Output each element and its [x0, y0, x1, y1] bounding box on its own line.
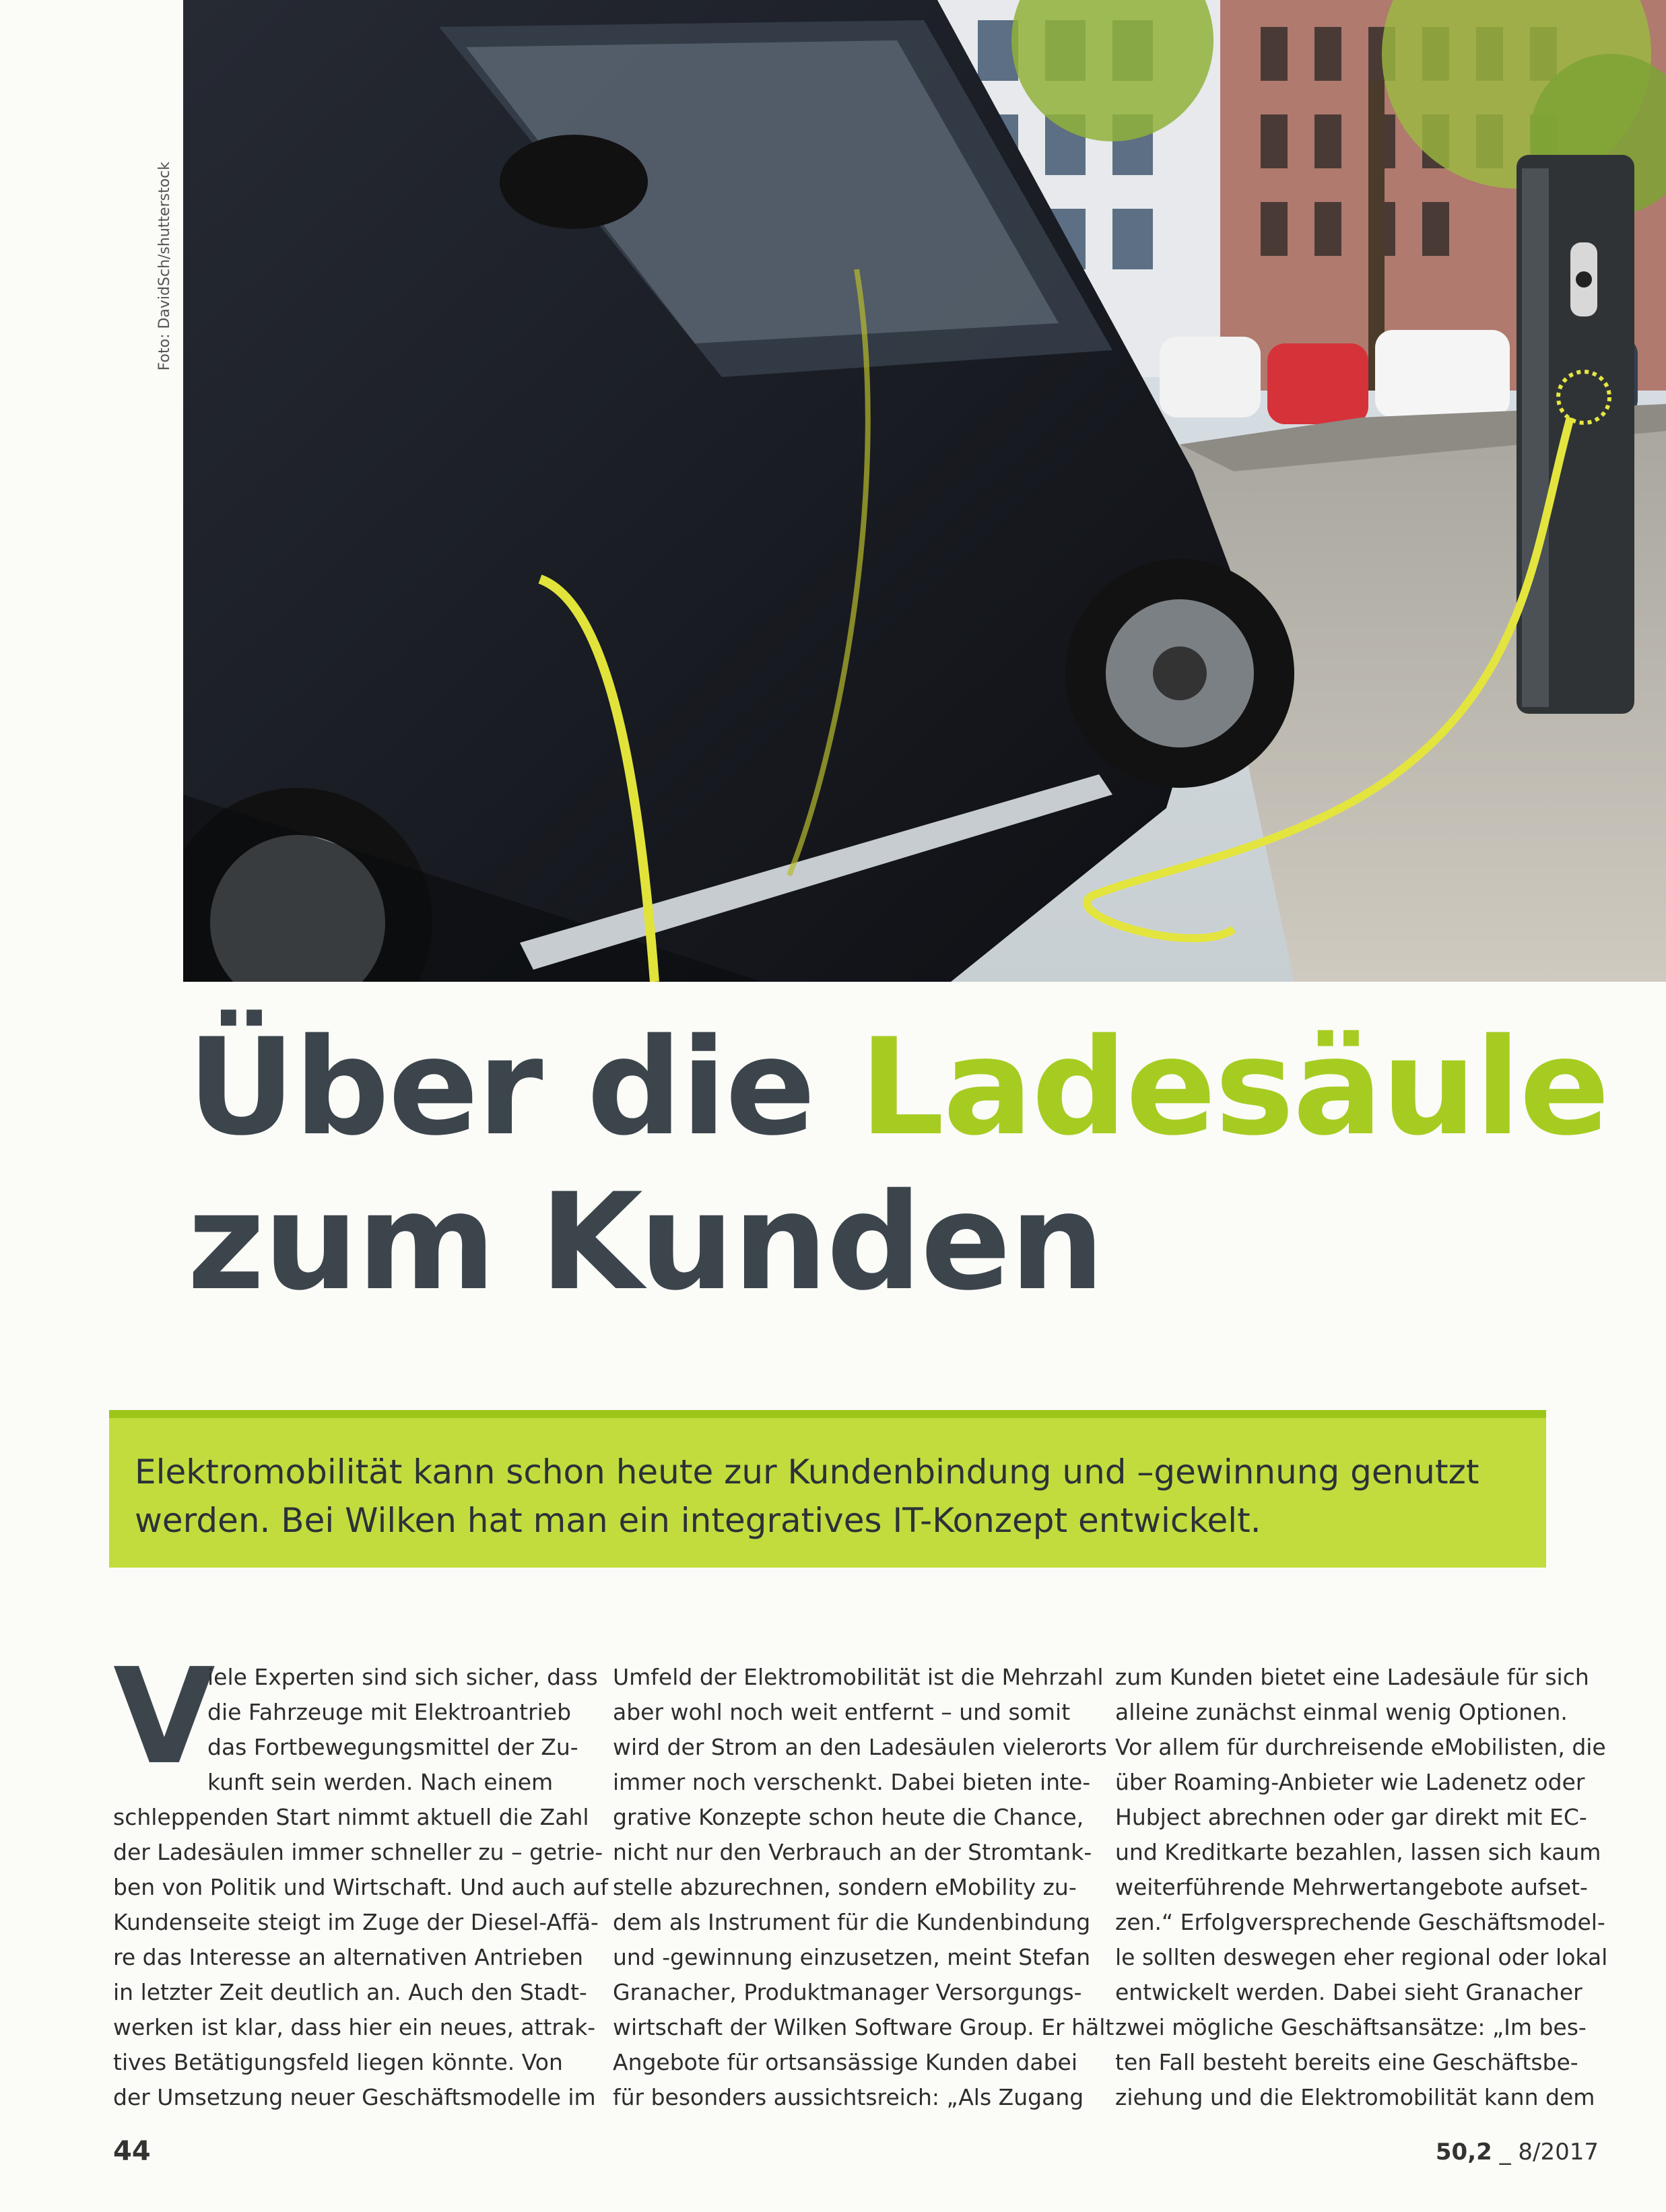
- issue-number: 50,2: [1435, 2139, 1492, 2166]
- body-column-3: [1115, 1660, 1608, 2115]
- lead-accent-bar: [109, 1410, 1546, 1418]
- body-line: und Kreditkarte bezahlen, lassen sich kaum: [1115, 1839, 1601, 1865]
- body-line: ten Fall besteht bereits eine Geschäftsbe-: [1115, 2049, 1578, 2075]
- lead-paragraph: [109, 1418, 1546, 1568]
- body-line: weiterführende Mehrwertangebote aufset-: [1115, 1874, 1588, 1900]
- body-line: grative Konzepte schon heute die Chance,: [613, 1804, 1084, 1830]
- body-line: wird der Strom an den Ladesäulen vielerorts: [613, 1734, 1107, 1760]
- body-line: für besonders aussichtsreich: „Als Zugang: [613, 2084, 1084, 2110]
- hero-photo: [183, 0, 1666, 982]
- body-line: iele Experten sind sich sicher, dass: [207, 1664, 598, 1690]
- body-line: Kundenseite steigt im Zuge der Diesel-Affä-: [113, 1909, 599, 1935]
- headline-line-2: zum Kunden: [187, 1164, 1104, 1320]
- body-line: der Umsetzung neuer Geschäftsmodelle im: [113, 2084, 596, 2110]
- body-column-2: [613, 1660, 1114, 2115]
- page-number: 44: [113, 2136, 151, 2167]
- body-line: in letzter Zeit deutlich an. Auch den Stadt-: [113, 1979, 587, 2005]
- body-line: das Fortbewegungsmittel der Zu-: [207, 1734, 578, 1760]
- body-line: zwei mögliche Geschäftsansätze: „Im bes-: [1115, 2014, 1587, 2040]
- body-line: le sollten deswegen eher regional oder lokal: [1115, 1944, 1608, 1970]
- body-line: Umfeld der Elektromobilität ist die Mehrzahl: [613, 1664, 1104, 1690]
- headline-part-dark: Über die: [187, 1009, 860, 1165]
- body-line: stelle abzurechnen, sondern eMobility zu-: [613, 1874, 1077, 1900]
- body-line: zum Kunden bietet eine Ladesäule für sich: [1115, 1664, 1589, 1690]
- issue-date: _ 8/2017: [1492, 2139, 1599, 2166]
- car-charging-photo: [183, 0, 1666, 982]
- body-line: Granacher, Produktmanager Versorgungs-: [613, 1979, 1082, 2005]
- body-line: nicht nur den Verbrauch an der Stromtank-: [613, 1839, 1092, 1865]
- body-line: entwickelt werden. Dabei sieht Granacher: [1115, 1979, 1582, 2005]
- body-line: alleine zunächst einmal wenig Optionen.: [1115, 1699, 1568, 1725]
- headline-part-green: Ladesäule: [859, 1009, 1609, 1165]
- body-line: ben von Politik und Wirtschaft. Und auch auf: [113, 1874, 608, 1900]
- body-line: immer noch verschenkt. Dabei bieten inte-: [613, 1769, 1091, 1795]
- body-line: Angebote für ortsansässige Kunden dabei: [613, 2049, 1078, 2075]
- lead-line-1: Elektromobilität kann schon heute zur Kundenbindung und –gewinnung genutzt: [135, 1452, 1479, 1492]
- body-line: ziehung und die Elektromobilität kann dem: [1115, 2084, 1595, 2110]
- issue-label: [1436, 2139, 1599, 2166]
- body-line: die Fahrzeuge mit Elektroantrieb: [207, 1699, 572, 1725]
- body-line: über Roaming-Anbieter wie Ladenetz oder: [1115, 1769, 1585, 1795]
- body-line: dem als Instrument für die Kundenbindung: [613, 1909, 1091, 1935]
- drop-cap: V: [113, 1640, 215, 1794]
- body-line: aber wohl noch weit entfernt – und somit: [613, 1699, 1071, 1725]
- body-line: kunft sein werden. Nach einem: [207, 1769, 554, 1795]
- body-line: der Ladesäulen immer schneller zu – getrie-: [113, 1839, 603, 1865]
- body-line: Vor allem für durchreisende eMobilisten, die: [1115, 1734, 1606, 1760]
- body-line: zen.“ Erfolgversprechende Geschäftsmodel-: [1115, 1909, 1605, 1935]
- body-line: re das Interesse an alternativen Antrieben: [113, 1944, 584, 1970]
- body-line: wirtschaft der Wilken Software Group. Er hält: [613, 2014, 1114, 2040]
- lead-line-2: werden. Bei Wilken hat man ein integratives IT-Konzept entwickelt.: [135, 1501, 1261, 1540]
- photo-credit: Foto: DavidSch/shutterstock: [156, 162, 173, 371]
- headline-line-1: [187, 1010, 1609, 1165]
- body-column-1: [113, 1640, 608, 2115]
- body-line: und -gewinnung einzusetzen, meint Stefan: [613, 1944, 1091, 1970]
- body-line: schleppenden Start nimmt aktuell die Zahl: [113, 1804, 589, 1830]
- article-headline: [187, 1010, 1609, 1320]
- body-line: tives Betätigungsfeld liegen könnte. Von: [113, 2049, 563, 2075]
- body-line: Hubject abrechnen oder gar direkt mit EC-: [1115, 1804, 1587, 1830]
- body-line: werken ist klar, dass hier ein neues, attrak-: [113, 2014, 596, 2040]
